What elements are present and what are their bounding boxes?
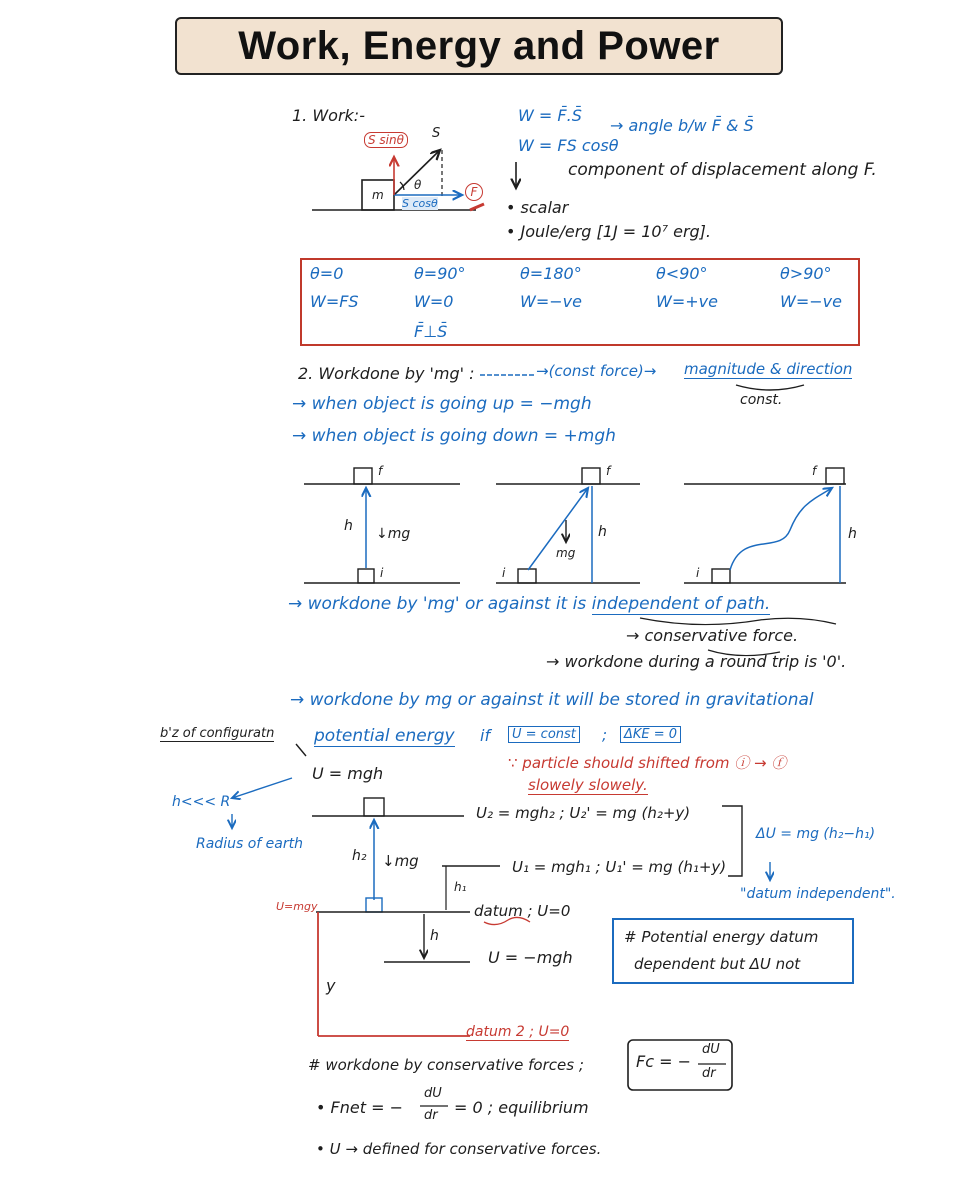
bullet-scalar: • scalar bbox=[506, 198, 569, 217]
h1-label: h₁ bbox=[454, 880, 467, 894]
going-up: → when object is going up = −mgh bbox=[292, 394, 592, 414]
fc-lhs: Fc = − bbox=[636, 1052, 691, 1071]
shifted-line1: ∵ particle should shifted from ⓘ → ⓕ bbox=[508, 754, 787, 772]
const-label: const. bbox=[740, 392, 783, 408]
angle-table-cond: θ<90° bbox=[656, 264, 708, 283]
u-defined: • U → defined for conservative forces. bbox=[316, 1140, 602, 1158]
delta-ke-box: ΔKE = 0 bbox=[620, 726, 681, 743]
angle-table-result: W=0 bbox=[414, 292, 454, 311]
mg-heading: 2. Workdone by 'mg' : bbox=[298, 364, 475, 383]
h-less-r: h<<< R bbox=[172, 794, 231, 810]
path-note-prefix: → workdone by 'mg' or against it is bbox=[288, 594, 587, 614]
angle-table-cond: θ>90° bbox=[780, 264, 832, 283]
radius-earth: Radius of earth bbox=[196, 836, 303, 852]
u2-label: U₂ = mgh₂ ; U₂' = mg (h₂+y) bbox=[476, 804, 691, 822]
fnet-rhs: = 0 ; equilibrium bbox=[454, 1098, 589, 1117]
delta-u: ΔU = mg (h₂−h₁) bbox=[756, 826, 876, 842]
h-label-3: h bbox=[848, 526, 857, 542]
theta-label: θ bbox=[414, 178, 422, 192]
shifted-line2: slowely slowely. bbox=[528, 776, 648, 794]
datum-independent: "datum independent". bbox=[740, 886, 896, 902]
u-mgh: U = mgh bbox=[312, 764, 384, 783]
going-down: → when object is going down = +mgh bbox=[292, 426, 616, 446]
mg-label-pe: ↓mg bbox=[382, 852, 419, 870]
angle-table-result: W=+ve bbox=[656, 292, 718, 311]
i-label-3: i bbox=[696, 566, 700, 580]
work-heading: 1. Work:- bbox=[292, 106, 365, 125]
u-mgy: U=mgy bbox=[276, 900, 318, 913]
path-note bbox=[288, 594, 770, 614]
fc-du: dU bbox=[702, 1042, 720, 1057]
bz-config: b'z of configuratn bbox=[160, 726, 275, 741]
path-note-independent: independent of path. bbox=[591, 594, 771, 614]
pe-box-line1: # Potential energy datum bbox=[624, 928, 819, 946]
h2-label: h₂ bbox=[352, 848, 367, 864]
f-label: F bbox=[465, 183, 483, 201]
mass-label: m bbox=[372, 188, 384, 202]
conservative-force: → conservative force. bbox=[626, 626, 799, 645]
i-label-2: i bbox=[502, 566, 506, 580]
angle-note: → angle b/w F̄ & S̄ bbox=[610, 116, 754, 135]
pe-label: potential energy bbox=[314, 726, 455, 746]
mg-label-2: mg bbox=[556, 546, 576, 560]
round-trip: → workdone during a round trip is '0'. bbox=[546, 652, 847, 671]
pe-box-line2: dependent but ΔU not bbox=[634, 955, 801, 973]
h-label-pe: h bbox=[430, 928, 439, 944]
angle-table-result: W=−ve bbox=[520, 292, 582, 311]
h-label-2: h bbox=[598, 524, 607, 540]
mag-dir: magnitude & direction bbox=[684, 360, 853, 378]
mg-label-1: ↓mg bbox=[376, 526, 411, 542]
angle-table-cond: θ=90° bbox=[414, 264, 466, 283]
s-label: S bbox=[432, 126, 441, 141]
pe-diagram bbox=[232, 744, 770, 1036]
f-label-1: f bbox=[378, 464, 383, 478]
pe-datum-box bbox=[612, 918, 854, 984]
i-label-1: i bbox=[380, 566, 384, 580]
angle-table-result: W=FS bbox=[310, 292, 359, 311]
f-label-2: f bbox=[606, 464, 611, 478]
s-sin-label: S sinθ bbox=[364, 132, 408, 148]
datum2: datum 2 ; U=0 bbox=[466, 1024, 570, 1040]
work-formula-dot: W = F̄.S̄ bbox=[518, 106, 582, 125]
angle-table-result: W=−ve bbox=[780, 292, 842, 311]
const-force: →(const force)→ bbox=[536, 362, 657, 380]
datum1: datum ; U=0 bbox=[474, 902, 571, 920]
fnet-du: dU bbox=[424, 1086, 442, 1101]
h-label-1: h bbox=[344, 518, 353, 534]
angle-table-note: F̄⊥S̄ bbox=[414, 322, 448, 341]
component-note: component of displacement along F. bbox=[568, 160, 877, 180]
fnet-dr: dr bbox=[424, 1108, 438, 1123]
u1-label: U₁ = mgh₁ ; U₁' = mg (h₁+y) bbox=[512, 858, 727, 876]
y-label: y bbox=[326, 976, 336, 995]
fnet-label: • Fnet = − bbox=[316, 1098, 403, 1117]
angle-table-cond: θ=0 bbox=[310, 264, 344, 283]
if-label: if bbox=[480, 726, 491, 745]
f-label-3: f bbox=[812, 464, 817, 478]
u-neg-mgh: U = −mgh bbox=[488, 948, 573, 967]
page-title: Work, Energy and Power bbox=[238, 23, 720, 68]
u-const-box: U = const bbox=[508, 726, 580, 743]
stored-line: → workdone by mg or against it will be stored in gravitational bbox=[290, 690, 814, 710]
s-cos-label: S cosθ bbox=[402, 197, 438, 210]
bullet-unit: • Joule/erg [1J = 10⁷ erg]. bbox=[506, 222, 711, 241]
angle-table-cond: θ=180° bbox=[520, 264, 582, 283]
semicolon: ; bbox=[602, 726, 608, 744]
fc-dr: dr bbox=[702, 1066, 716, 1081]
conservative-line: # workdone by conservative forces ; bbox=[308, 1056, 584, 1074]
work-formula-cos: W = FS cosθ bbox=[518, 136, 619, 155]
